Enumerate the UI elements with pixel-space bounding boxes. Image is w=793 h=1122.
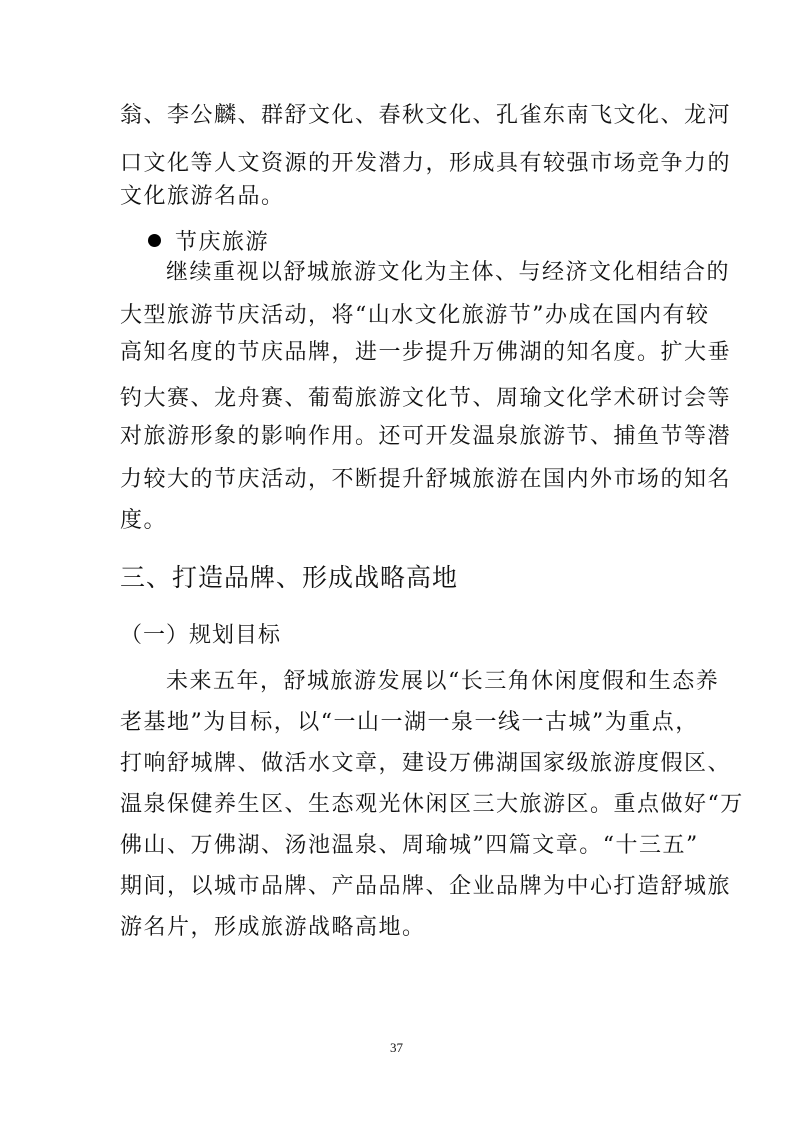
festival-line-6: 力较大的节庆活动，不断提升舒城旅游在国内外市场的知名 (120, 467, 732, 492)
goal-line-5: 佛山、万佛湖、汤池温泉、周瑜城”四篇文章。“十三五” (120, 833, 699, 858)
section-heading: 三、打造品牌、形成战略高地 (120, 563, 459, 592)
bullet-dot-icon (148, 234, 161, 247)
festival-line-7: 度。 (120, 508, 168, 533)
page-number: 37 (390, 1040, 403, 1055)
festival-line-4: 钓大赛、龙舟赛、葡萄旅游文化节、周瑜文化学术研讨会等 (120, 386, 732, 411)
festival-line-5: 对旅游形象的影响作用。还可开发温泉旅游节、捕鱼节等潜 (120, 424, 732, 449)
goal-line-2: 老基地”为目标，以“一山一湖一泉一线一古城”为重点， (120, 710, 699, 735)
bullet-festival-heading (148, 225, 269, 255)
intro-line-2: 口文化等人文资源的开发潜力，形成具有较强市场竞争力的 (120, 151, 732, 176)
festival-line-3: 高知名度的节庆品牌，进一步提升万佛湖的知名度。扩大垂 (120, 340, 732, 365)
bullet-festival-label: 节庆旅游 (175, 229, 270, 255)
goal-line-4: 温泉保健养生区、生态观光休闲区三大旅游区。重点做好“万 (120, 792, 744, 817)
goal-line-1: 未来五年，舒城旅游发展以“长三角休闲度假和生态养 (166, 669, 720, 694)
intro-line-3: 文化旅游名品。 (120, 184, 285, 209)
subsection-heading: （一）规划目标 (120, 623, 282, 648)
festival-line-1: 继续重视以舒城旅游文化为主体、与经济文化相结合的 (166, 260, 731, 285)
festival-line-2: 大型旅游节庆活动，将“山水文化旅游节”办成在国内有较 (120, 303, 710, 328)
intro-line-1: 翁、李公麟、群舒文化、春秋文化、孔雀东南飞文化、龙河 (120, 103, 732, 128)
goal-line-7: 游名片，形成旅游战略高地。 (120, 915, 426, 940)
goal-line-6: 期间，以城市品牌、产品品牌、企业品牌为中心打造舒城旅 (120, 874, 732, 899)
goal-line-3: 打响舒城牌、做活水文章，建设万佛湖国家级旅游度假区、 (120, 751, 732, 776)
